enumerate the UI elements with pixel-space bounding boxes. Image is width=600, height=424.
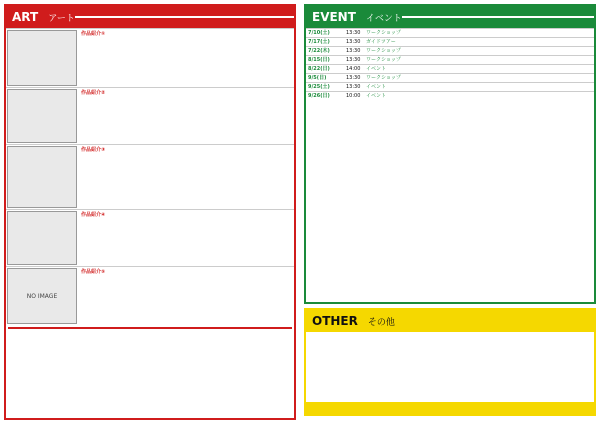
- event-3-date: 7/22(木): [308, 48, 330, 54]
- event-6-date: 9/5(日): [308, 75, 327, 81]
- work-3-image: [7, 146, 77, 208]
- event-4-kind: ワークショップ: [366, 57, 401, 63]
- other-header: [306, 310, 594, 332]
- art-info-bar: [8, 327, 292, 329]
- event-4-time: 13:30: [346, 57, 361, 63]
- event-row-5: [306, 64, 594, 73]
- art-work-4: [6, 209, 294, 266]
- art-work-5: [6, 266, 294, 325]
- work-2-label: 作品紹介②: [81, 90, 106, 96]
- event-8-time: 10:00: [346, 93, 361, 99]
- event-1-date: 7/10(土): [308, 30, 330, 36]
- art-subtitle: アート: [48, 13, 75, 24]
- right-column: [304, 4, 596, 420]
- event-7-time: 13:30: [346, 84, 361, 90]
- event-row-2: [306, 37, 594, 46]
- art-tag: ART: [12, 10, 39, 24]
- work-4-label: 作品紹介④: [81, 212, 106, 218]
- work-4-image: [7, 211, 77, 265]
- event-subtitle: イベント: [365, 13, 402, 24]
- event-7-date: 9/25(土): [308, 84, 330, 90]
- work-1-image: [7, 30, 77, 86]
- work-5-label: 作品紹介⑤: [81, 269, 106, 275]
- event-row-1: [306, 28, 594, 37]
- event-2-date: 7/17(土): [308, 39, 330, 45]
- event-row-6: [306, 73, 594, 82]
- event-panel: [304, 4, 596, 304]
- art-panel: [4, 4, 296, 420]
- work-1-label: 作品紹介①: [81, 31, 106, 37]
- event-row-7: [306, 82, 594, 91]
- work-2-image: [7, 89, 77, 143]
- art-works: [6, 28, 294, 325]
- event-list: [306, 28, 594, 100]
- art-header: [6, 6, 294, 28]
- work-3-label: 作品紹介③: [81, 147, 106, 153]
- event-8-date: 9/26(日): [308, 93, 330, 99]
- event-tag: EVENT: [312, 10, 356, 24]
- event-7-kind: イベント: [366, 84, 387, 90]
- art-work-1: [6, 28, 294, 87]
- event-5-time: 14:00: [346, 66, 361, 72]
- art-notes: [75, 16, 294, 18]
- event-notes: [402, 16, 594, 18]
- art-work-2: [6, 87, 294, 144]
- event-2-kind: ガイドツアー: [366, 39, 396, 45]
- work-5-no-image: NO IMAGE: [7, 268, 77, 324]
- other-text: [306, 332, 594, 336]
- event-row-3: [306, 46, 594, 55]
- event-header: [306, 6, 594, 28]
- event-1-kind: ワークショップ: [366, 30, 401, 36]
- event-5-kind: イベント: [366, 66, 387, 72]
- event-3-kind: ワークショップ: [366, 48, 401, 54]
- other-tag: OTHER: [312, 314, 358, 328]
- event-6-kind: ワークショップ: [366, 75, 401, 81]
- event-5-date: 8/22(日): [308, 66, 330, 72]
- other-panel: [304, 308, 596, 416]
- art-work-3: [6, 144, 294, 209]
- other-subtitle: その他: [367, 317, 395, 328]
- event-6-time: 13:30: [346, 75, 361, 81]
- footer: [306, 402, 594, 414]
- event-row-8: [306, 91, 594, 100]
- event-row-4: [306, 55, 594, 64]
- event-3-time: 13:30: [346, 48, 361, 54]
- event-1-time: 13:30: [346, 30, 361, 36]
- event-2-time: 13:30: [346, 39, 361, 45]
- event-4-date: 8/15(日): [308, 57, 330, 63]
- event-8-kind: イベント: [366, 93, 387, 99]
